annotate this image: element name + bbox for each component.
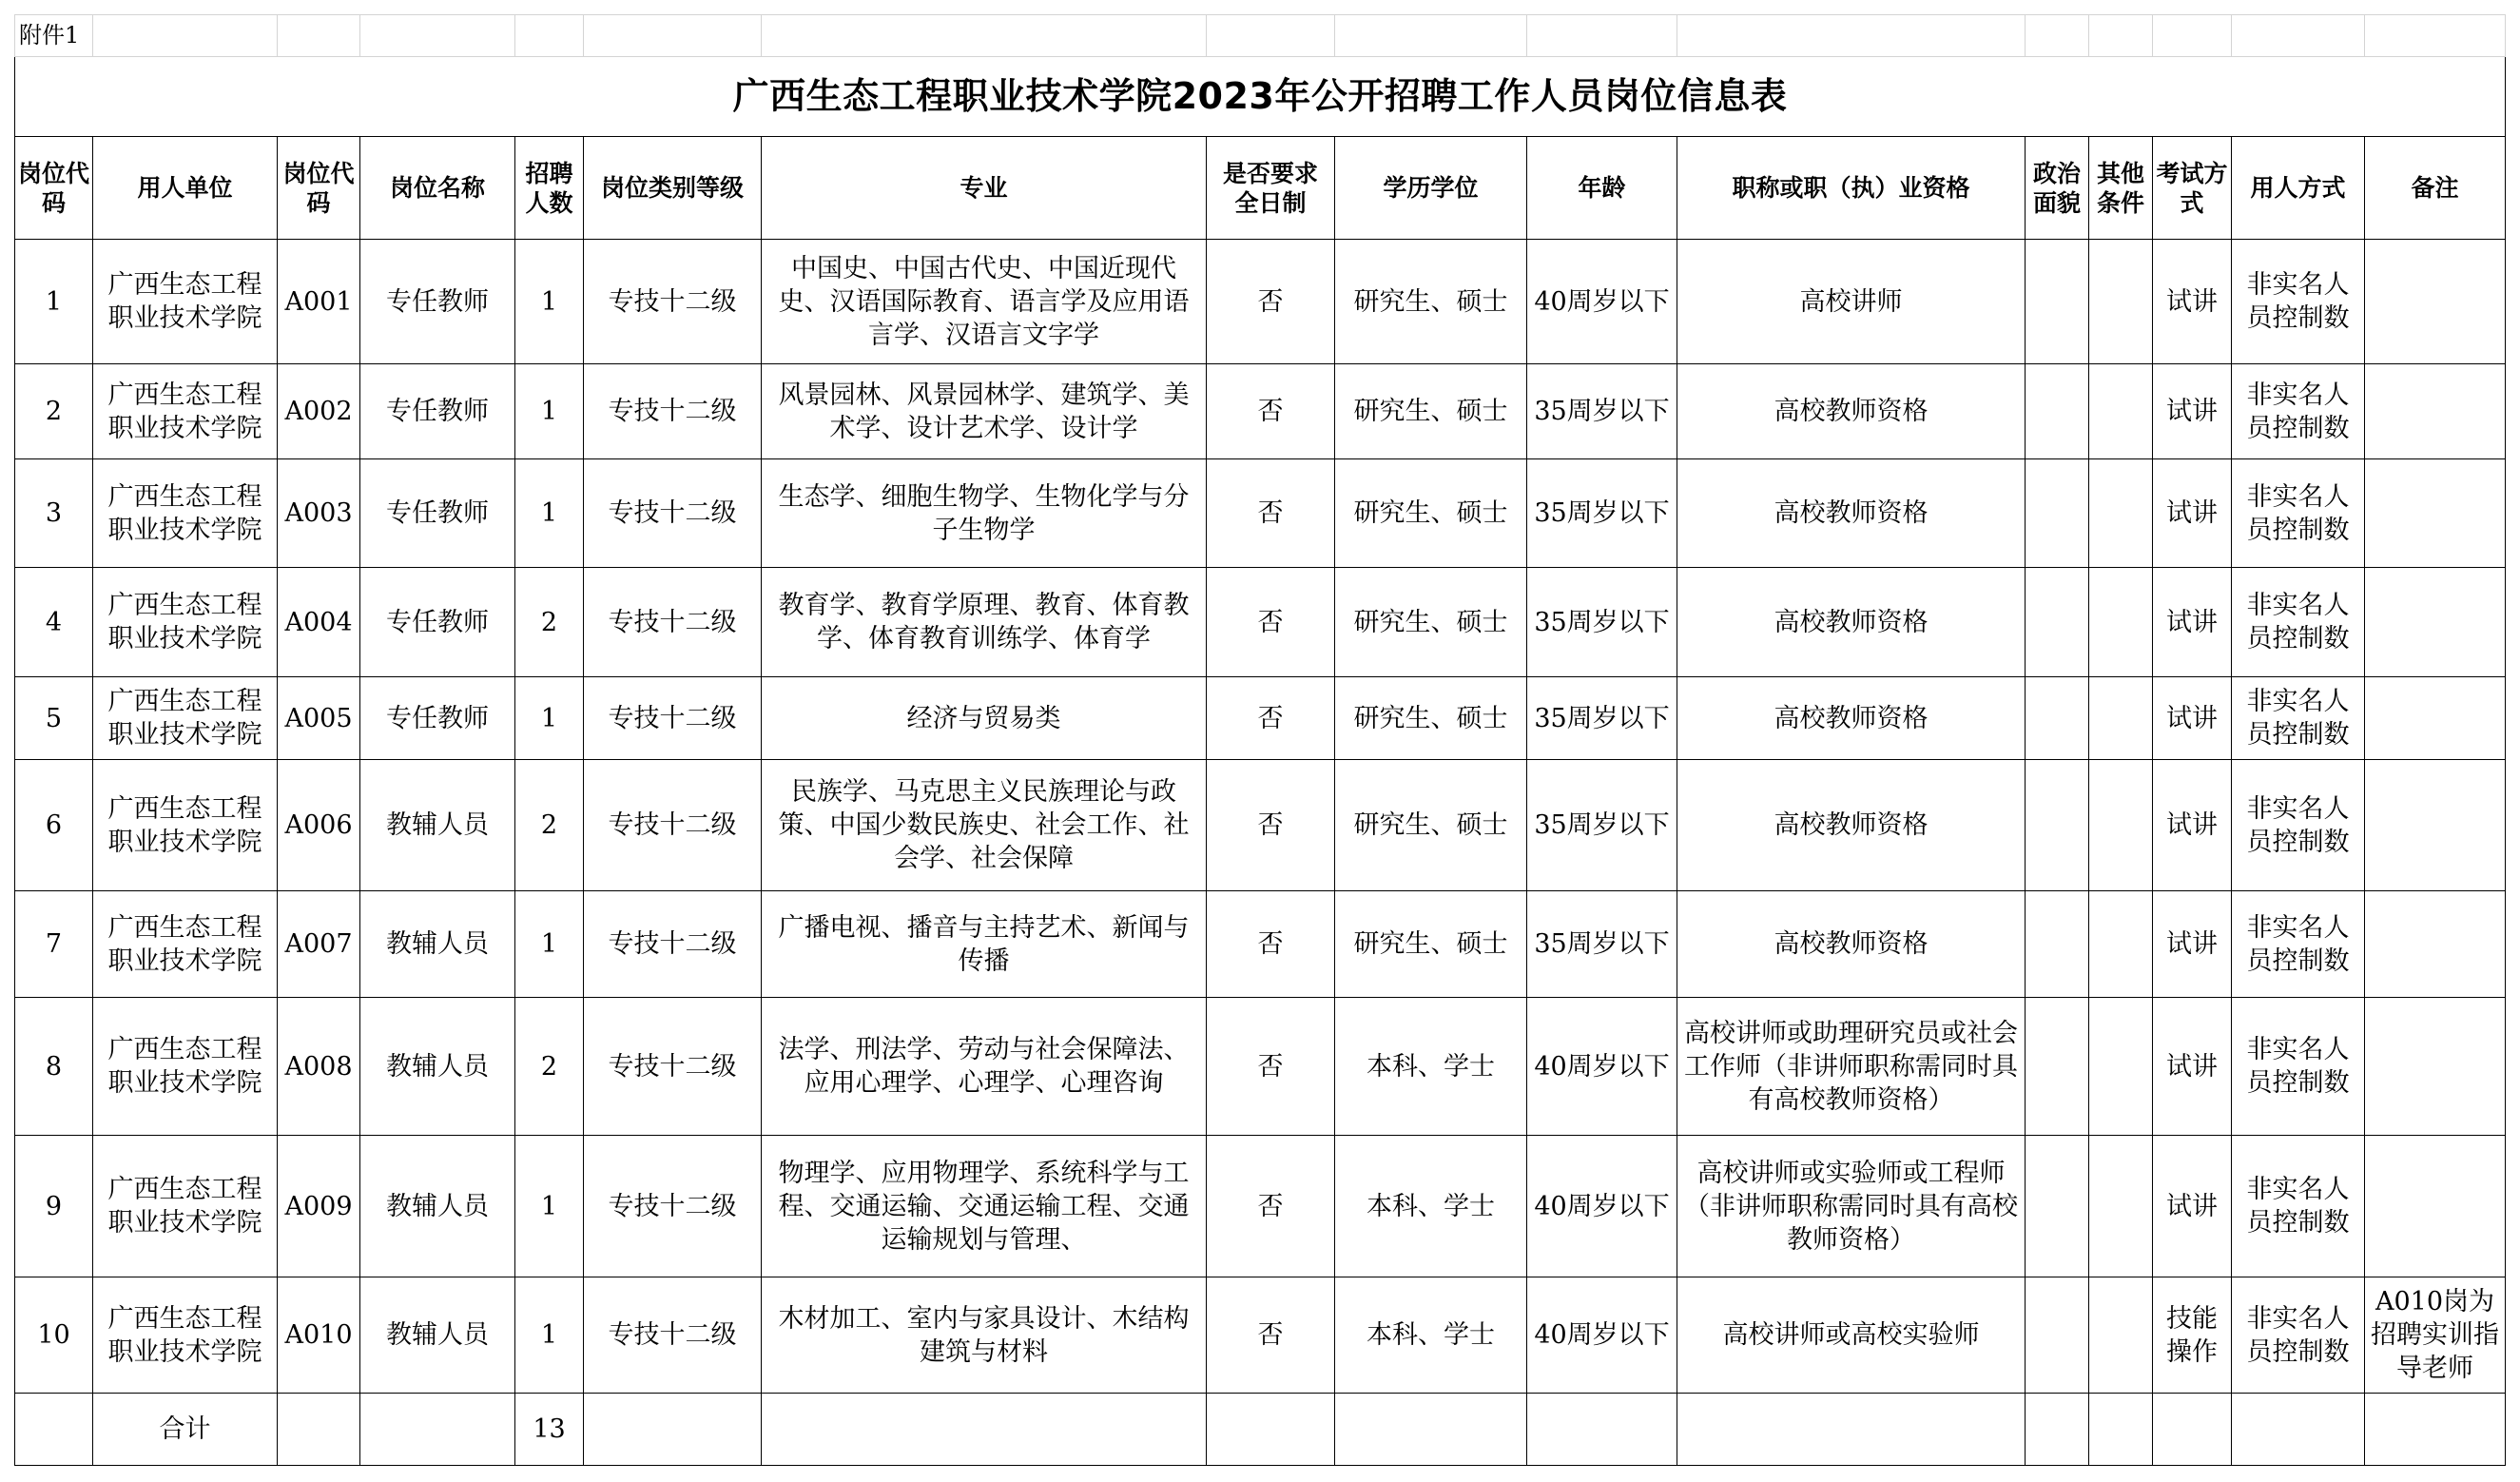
cell-employment: 非实名人员控制数 <box>2232 998 2365 1136</box>
cell-post-name: 教辅人员 <box>360 760 515 891</box>
cell-other <box>2089 240 2153 364</box>
cell-employer: 广西生态工程职业技术学院 <box>93 998 278 1136</box>
cell-political <box>2026 1136 2089 1277</box>
cell-employment: 非实名人员控制数 <box>2232 364 2365 459</box>
cell-grade: 专技十二级 <box>584 1136 762 1277</box>
header-post-code: 岗位代码 <box>278 137 360 240</box>
cell-education: 研究生、硕士 <box>1335 364 1527 459</box>
cell-other <box>2089 677 2153 760</box>
cell-qualification: 高校讲师 <box>1677 240 2026 364</box>
cell-education: 研究生、硕士 <box>1335 568 1527 677</box>
cell-other <box>2089 760 2153 891</box>
table-row <box>15 240 2506 364</box>
cell-qualification: 高校教师资格 <box>1677 364 2026 459</box>
empty-cell <box>1677 1394 2026 1466</box>
cell-post-name: 专任教师 <box>360 240 515 364</box>
cell-quota: 1 <box>515 459 584 568</box>
cell-age: 40周岁以下 <box>1527 240 1677 364</box>
empty-cell <box>2365 1394 2506 1466</box>
cell-post-code: A008 <box>278 998 360 1136</box>
cell-qualification: 高校教师资格 <box>1677 677 2026 760</box>
cell-age: 35周岁以下 <box>1527 760 1677 891</box>
cell-grade: 专技十二级 <box>584 1277 762 1394</box>
table-row <box>15 459 2506 568</box>
empty-cell <box>1335 1394 1527 1466</box>
cell-post-code: A001 <box>278 240 360 364</box>
cell-age: 35周岁以下 <box>1527 364 1677 459</box>
cell-political <box>2026 1277 2089 1394</box>
cell-qualification: 高校教师资格 <box>1677 760 2026 891</box>
cell-political <box>2026 459 2089 568</box>
cell-age: 40周岁以下 <box>1527 998 1677 1136</box>
cell-quota: 1 <box>515 1136 584 1277</box>
cell-political <box>2026 568 2089 677</box>
cell-employer: 广西生态工程职业技术学院 <box>93 240 278 364</box>
table-row <box>15 891 2506 998</box>
cell-full-time: 否 <box>1207 364 1335 459</box>
cell-quota: 2 <box>515 998 584 1136</box>
cell-post-name: 专任教师 <box>360 568 515 677</box>
cell-seq: 7 <box>15 891 93 998</box>
cell-post-code: A005 <box>278 677 360 760</box>
cell-seq: 3 <box>15 459 93 568</box>
cell-grade: 专技十二级 <box>584 364 762 459</box>
cell-seq: 5 <box>15 677 93 760</box>
cell-qualification: 高校教师资格 <box>1677 459 2026 568</box>
cell-education: 本科、学士 <box>1335 1136 1527 1277</box>
annex-row <box>15 15 2506 57</box>
cell-political <box>2026 677 2089 760</box>
cell-employer: 广西生态工程职业技术学院 <box>93 1277 278 1394</box>
cell-full-time: 否 <box>1207 891 1335 998</box>
cell-quota: 1 <box>515 364 584 459</box>
cell-qualification: 高校教师资格 <box>1677 568 2026 677</box>
cell-employment: 非实名人员控制数 <box>2232 568 2365 677</box>
cell-remark <box>2365 677 2506 760</box>
cell-exam: 试讲 <box>2153 1136 2232 1277</box>
cell-exam: 试讲 <box>2153 891 2232 998</box>
cell-post-name: 教辅人员 <box>360 891 515 998</box>
table-row <box>15 568 2506 677</box>
empty-cell <box>762 1394 1207 1466</box>
cell-major: 广播电视、播音与主持艺术、新闻与传播 <box>762 891 1207 998</box>
cell-employer: 广西生态工程职业技术学院 <box>93 364 278 459</box>
empty-cell <box>1207 1394 1335 1466</box>
cell-age: 40周岁以下 <box>1527 1277 1677 1394</box>
cell-employment: 非实名人员控制数 <box>2232 760 2365 891</box>
cell-post-code: A006 <box>278 760 360 891</box>
cell-qualification: 高校讲师或助理研究员或社会工作师（非讲师职称需同时具有高校教师资格） <box>1677 998 2026 1136</box>
cell-other <box>2089 459 2153 568</box>
empty-cell <box>2026 1394 2089 1466</box>
cell-education: 研究生、硕士 <box>1335 459 1527 568</box>
cell-seq: 9 <box>15 1136 93 1277</box>
cell-major: 物理学、应用物理学、系统科学与工程、交通运输、交通运输工程、交通运输规划与管理、 <box>762 1136 1207 1277</box>
header-grade: 岗位类别等级 <box>584 137 762 240</box>
cell-remark <box>2365 240 2506 364</box>
cell-post-code: A002 <box>278 364 360 459</box>
cell-post-code: A003 <box>278 459 360 568</box>
header-employment: 用人方式 <box>2232 137 2365 240</box>
empty-cell <box>15 1394 93 1466</box>
cell-education: 本科、学士 <box>1335 1277 1527 1394</box>
cell-major: 风景园林、风景园林学、建筑学、美术学、设计艺术学、设计学 <box>762 364 1207 459</box>
empty-cell <box>2089 1394 2153 1466</box>
cell-employment: 非实名人员控制数 <box>2232 459 2365 568</box>
cell-education: 研究生、硕士 <box>1335 891 1527 998</box>
recruitment-table <box>14 14 2506 1466</box>
cell-remark: A010岗为招聘实训指导老师 <box>2365 1277 2506 1394</box>
cell-other <box>2089 1136 2153 1277</box>
page-title: 广西生态工程职业技术学院2023年公开招聘工作人员岗位信息表 <box>15 57 2506 137</box>
cell-employer: 广西生态工程职业技术学院 <box>93 891 278 998</box>
total-quota: 13 <box>515 1394 584 1466</box>
cell-age: 35周岁以下 <box>1527 891 1677 998</box>
cell-seq: 10 <box>15 1277 93 1394</box>
cell-education: 研究生、硕士 <box>1335 760 1527 891</box>
cell-major: 中国史、中国古代史、中国近现代史、汉语国际教育、语言学及应用语言学、汉语言文字学 <box>762 240 1207 364</box>
cell-exam: 技能操作 <box>2153 1277 2232 1394</box>
header-post-name: 岗位名称 <box>360 137 515 240</box>
cell-age: 35周岁以下 <box>1527 677 1677 760</box>
cell-qualification: 高校讲师或实验师或工程师（非讲师职称需同时具有高校教师资格） <box>1677 1136 2026 1277</box>
cell-exam: 试讲 <box>2153 364 2232 459</box>
cell-exam: 试讲 <box>2153 240 2232 364</box>
cell-grade: 专技十二级 <box>584 459 762 568</box>
header-row <box>15 137 2506 240</box>
cell-full-time: 否 <box>1207 998 1335 1136</box>
annex-label: 附件1 <box>15 15 93 57</box>
cell-seq: 1 <box>15 240 93 364</box>
cell-seq: 8 <box>15 998 93 1136</box>
empty-cell <box>1527 1394 1677 1466</box>
table-row <box>15 1136 2506 1277</box>
cell-remark <box>2365 998 2506 1136</box>
cell-post-name: 专任教师 <box>360 677 515 760</box>
cell-remark <box>2365 459 2506 568</box>
cell-other <box>2089 998 2153 1136</box>
cell-seq: 4 <box>15 568 93 677</box>
cell-post-name: 教辅人员 <box>360 1277 515 1394</box>
header-remark: 备注 <box>2365 137 2506 240</box>
cell-qualification: 高校教师资格 <box>1677 891 2026 998</box>
table-row <box>15 998 2506 1136</box>
header-qualification: 职称或职（执）业资格 <box>1677 137 2026 240</box>
cell-employer: 广西生态工程职业技术学院 <box>93 568 278 677</box>
table-row <box>15 364 2506 459</box>
table-row <box>15 760 2506 891</box>
cell-exam: 试讲 <box>2153 760 2232 891</box>
cell-quota: 1 <box>515 240 584 364</box>
cell-remark <box>2365 364 2506 459</box>
cell-major: 生态学、细胞生物学、生物化学与分子生物学 <box>762 459 1207 568</box>
empty-cell <box>584 1394 762 1466</box>
table-row <box>15 1277 2506 1394</box>
cell-full-time: 否 <box>1207 1136 1335 1277</box>
cell-post-code: A004 <box>278 568 360 677</box>
cell-political <box>2026 364 2089 459</box>
header-quota: 招聘人数 <box>515 137 584 240</box>
cell-remark <box>2365 760 2506 891</box>
cell-full-time: 否 <box>1207 459 1335 568</box>
empty-cell <box>278 1394 360 1466</box>
cell-grade: 专技十二级 <box>584 891 762 998</box>
cell-political <box>2026 998 2089 1136</box>
cell-exam: 试讲 <box>2153 677 2232 760</box>
cell-remark <box>2365 891 2506 998</box>
cell-employment: 非实名人员控制数 <box>2232 891 2365 998</box>
cell-employment: 非实名人员控制数 <box>2232 1136 2365 1277</box>
cell-major: 法学、刑法学、劳动与社会保障法、应用心理学、心理学、心理咨询 <box>762 998 1207 1136</box>
cell-qualification: 高校讲师或高校实验师 <box>1677 1277 2026 1394</box>
cell-other <box>2089 364 2153 459</box>
cell-full-time: 否 <box>1207 760 1335 891</box>
cell-employer: 广西生态工程职业技术学院 <box>93 760 278 891</box>
title-row <box>15 57 2506 137</box>
cell-exam: 试讲 <box>2153 459 2232 568</box>
empty-cell <box>2232 1394 2365 1466</box>
cell-age: 35周岁以下 <box>1527 568 1677 677</box>
cell-employment: 非实名人员控制数 <box>2232 240 2365 364</box>
cell-exam: 试讲 <box>2153 568 2232 677</box>
empty-cell <box>2153 1394 2232 1466</box>
cell-education: 研究生、硕士 <box>1335 240 1527 364</box>
cell-grade: 专技十二级 <box>584 998 762 1136</box>
cell-major: 经济与贸易类 <box>762 677 1207 760</box>
cell-remark <box>2365 1136 2506 1277</box>
cell-quota: 1 <box>515 677 584 760</box>
cell-employment: 非实名人员控制数 <box>2232 677 2365 760</box>
cell-post-name: 教辅人员 <box>360 1136 515 1277</box>
table-row <box>15 677 2506 760</box>
cell-education: 研究生、硕士 <box>1335 677 1527 760</box>
cell-major: 民族学、马克思主义民族理论与政策、中国少数民族史、社会工作、社会学、社会保障 <box>762 760 1207 891</box>
cell-political <box>2026 760 2089 891</box>
cell-grade: 专技十二级 <box>584 240 762 364</box>
header-exam: 考试方式 <box>2153 137 2232 240</box>
cell-grade: 专技十二级 <box>584 760 762 891</box>
cell-quota: 1 <box>515 1277 584 1394</box>
cell-other <box>2089 1277 2153 1394</box>
header-full-time: 是否要求全日制 <box>1207 137 1335 240</box>
cell-age: 35周岁以下 <box>1527 459 1677 568</box>
cell-political <box>2026 240 2089 364</box>
cell-age: 40周岁以下 <box>1527 1136 1677 1277</box>
cell-post-name: 专任教师 <box>360 459 515 568</box>
cell-employer: 广西生态工程职业技术学院 <box>93 1136 278 1277</box>
cell-quota: 2 <box>515 568 584 677</box>
cell-exam: 试讲 <box>2153 998 2232 1136</box>
cell-seq: 2 <box>15 364 93 459</box>
cell-full-time: 否 <box>1207 568 1335 677</box>
cell-full-time: 否 <box>1207 677 1335 760</box>
header-post-seq: 岗位代码 <box>15 137 93 240</box>
cell-major: 教育学、教育学原理、教育、体育教学、体育教育训练学、体育学 <box>762 568 1207 677</box>
cell-employer: 广西生态工程职业技术学院 <box>93 677 278 760</box>
header-employer: 用人单位 <box>93 137 278 240</box>
empty-cell <box>360 1394 515 1466</box>
cell-remark <box>2365 568 2506 677</box>
cell-grade: 专技十二级 <box>584 568 762 677</box>
cell-political <box>2026 891 2089 998</box>
header-education: 学历学位 <box>1335 137 1527 240</box>
cell-employer: 广西生态工程职业技术学院 <box>93 459 278 568</box>
cell-full-time: 否 <box>1207 240 1335 364</box>
cell-seq: 6 <box>15 760 93 891</box>
header-political: 政治面貌 <box>2026 137 2089 240</box>
header-age: 年龄 <box>1527 137 1677 240</box>
cell-post-code: A007 <box>278 891 360 998</box>
cell-quota: 2 <box>515 760 584 891</box>
cell-grade: 专技十二级 <box>584 677 762 760</box>
cell-full-time: 否 <box>1207 1277 1335 1394</box>
cell-post-code: A010 <box>278 1277 360 1394</box>
cell-other <box>2089 568 2153 677</box>
cell-major: 木材加工、室内与家具设计、木结构建筑与材料 <box>762 1277 1207 1394</box>
total-label: 合计 <box>93 1394 278 1466</box>
cell-quota: 1 <box>515 891 584 998</box>
header-other: 其他条件 <box>2089 137 2153 240</box>
header-major: 专业 <box>762 137 1207 240</box>
total-row <box>15 1394 2506 1466</box>
cell-post-name: 专任教师 <box>360 364 515 459</box>
cell-post-name: 教辅人员 <box>360 998 515 1136</box>
cell-employment: 非实名人员控制数 <box>2232 1277 2365 1394</box>
cell-other <box>2089 891 2153 998</box>
cell-post-code: A009 <box>278 1136 360 1277</box>
cell-education: 本科、学士 <box>1335 998 1527 1136</box>
